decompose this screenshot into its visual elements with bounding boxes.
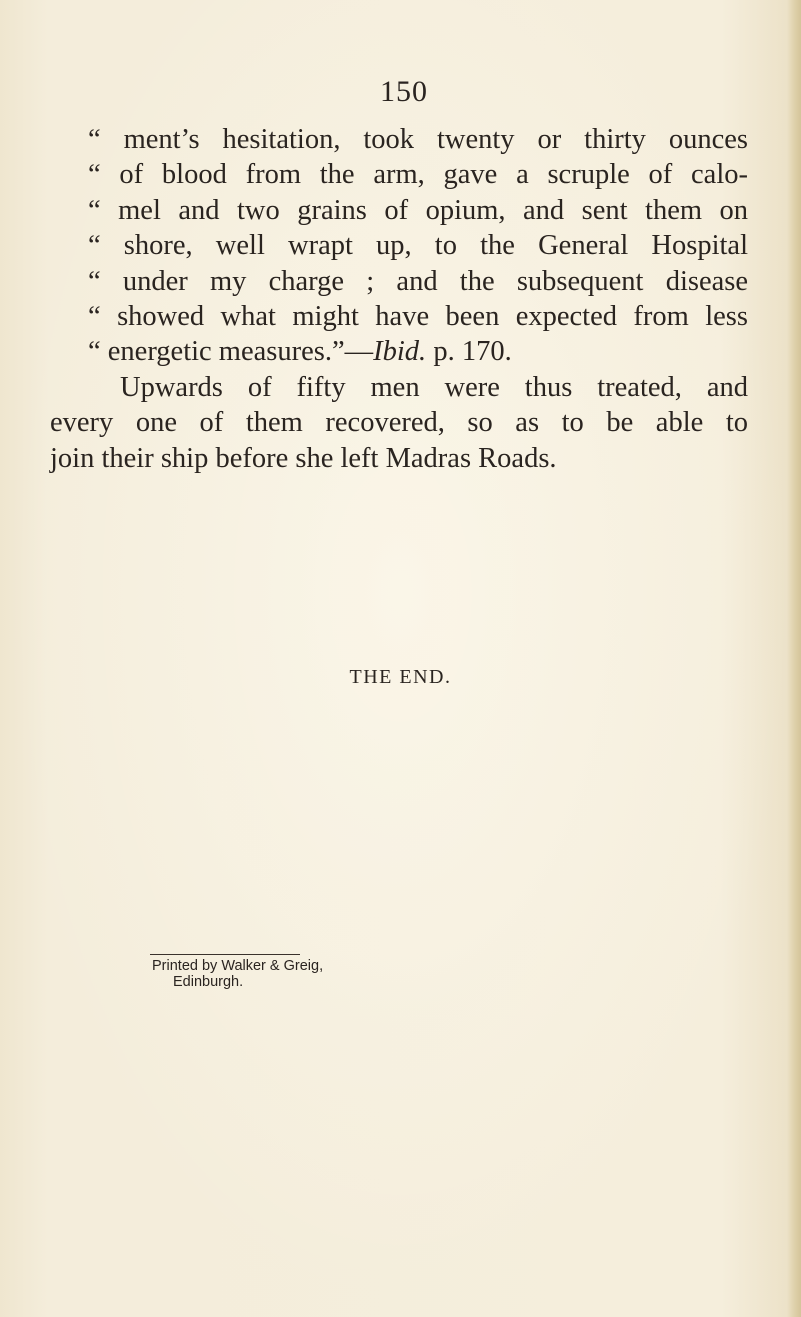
citation-ibid: Ibid. (373, 336, 427, 368)
imprint-rule (150, 954, 300, 955)
page-edge (787, 0, 801, 1317)
text-line: “ showed what might have been expected from less (88, 300, 748, 332)
text-line: “ ment’s hesitation, took twenty or thirty ounces (88, 124, 748, 155)
quote-text: “ energetic measures.”— (88, 336, 374, 368)
paragraph-line: Upwards of fifty men were thus treated, and (120, 371, 748, 403)
the-end-heading: THE END. (349, 666, 452, 688)
printer-imprint (152, 958, 323, 990)
paragraph-line: every one of them recovered, so as to be able to (50, 407, 748, 439)
text-line-citation (88, 334, 748, 369)
imprint-line-1: Printed by Walker & Greig, (152, 958, 324, 974)
text-line: “ shore, well wrapt up, to the General Hospital (88, 230, 748, 262)
body-text (50, 122, 748, 476)
text-line: “ under my charge ; and the subsequent disease (88, 265, 748, 297)
text-line: “ of blood from the arm, gave a scruple of calo- (88, 159, 748, 191)
imprint-line-2: Edinburgh. (173, 974, 244, 990)
text-line: “ mel and two grains of opium, and sent them on (88, 194, 748, 226)
paragraph-line: join their ship before she left Madras Roads. (50, 442, 557, 474)
citation-page: p. 170. (426, 336, 512, 368)
page-number: 150 (380, 75, 428, 108)
